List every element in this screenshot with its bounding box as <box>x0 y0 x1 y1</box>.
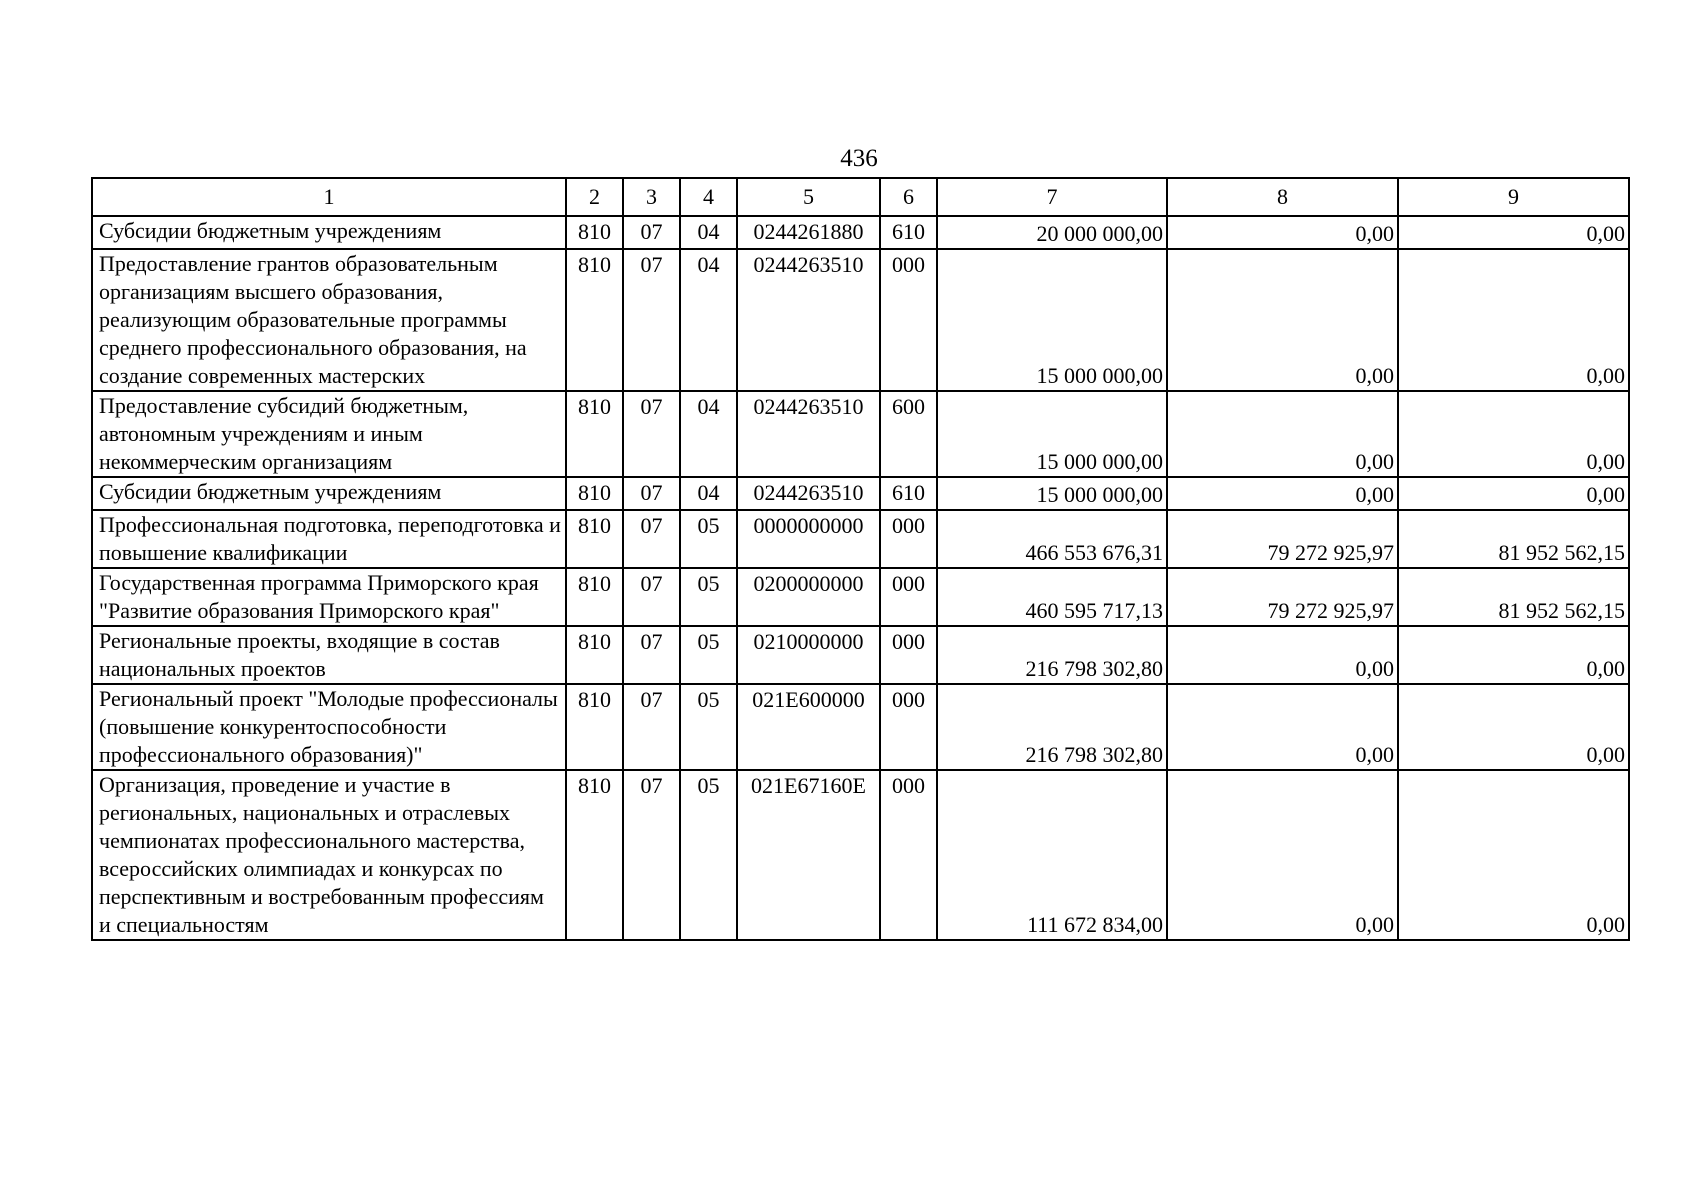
cell-code-5: 0244263510 <box>737 249 880 391</box>
row-name: Субсидии бюджетным учреждениям <box>92 477 566 510</box>
column-header: 3 <box>623 178 680 216</box>
header-row <box>92 178 1629 216</box>
cell-amount-9: 0,00 <box>1398 249 1629 391</box>
cell-code-5: 0210000000 <box>737 626 880 684</box>
cell-code-5: 021E600000 <box>737 684 880 770</box>
page-number: 436 <box>840 145 878 172</box>
cell-code-4: 05 <box>680 684 737 770</box>
cell-amount-9: 81 952 562,15 <box>1398 510 1629 568</box>
cell-amount-7: 466 553 676,31 <box>937 510 1167 568</box>
row-name: Профессиональная подготовка, переподготовка и повышение квалификации <box>92 510 566 568</box>
row-name: Предоставление субсидий бюджетным, автономным учреждениям и иным некоммерческим организациям <box>92 391 566 477</box>
cell-amount-9: 0,00 <box>1398 477 1629 510</box>
cell-amount-7: 15 000 000,00 <box>937 391 1167 477</box>
cell-code-6: 000 <box>880 626 937 684</box>
cell-code-5: 0244261880 <box>737 216 880 249</box>
cell-amount-8: 0,00 <box>1167 249 1398 391</box>
row-name: Региональные проекты, входящие в состав национальных проектов <box>92 626 566 684</box>
cell-code-5: 0200000000 <box>737 568 880 626</box>
table-row <box>92 391 1629 477</box>
table-row <box>92 770 1629 940</box>
cell-amount-8: 79 272 925,97 <box>1167 568 1398 626</box>
cell-amount-8: 0,00 <box>1167 391 1398 477</box>
cell-code-2: 810 <box>566 568 623 626</box>
cell-amount-8: 0,00 <box>1167 216 1398 249</box>
cell-code-4: 05 <box>680 510 737 568</box>
column-header: 7 <box>937 178 1167 216</box>
cell-code-6: 000 <box>880 510 937 568</box>
cell-code-6: 000 <box>880 684 937 770</box>
cell-code-4: 04 <box>680 477 737 510</box>
cell-code-6: 610 <box>880 216 937 249</box>
row-name: Организация, проведение и участие в региональных, национальных и отраслевых чемпионатах профессионального мастерства, всероссийских олимпиадах и конкурсах по перспективным и востребованным профессиям и специальностям <box>92 770 566 940</box>
cell-code-6: 000 <box>880 249 937 391</box>
column-header: 1 <box>92 178 566 216</box>
cell-code-6: 600 <box>880 391 937 477</box>
cell-code-4: 04 <box>680 249 737 391</box>
cell-code-2: 810 <box>566 391 623 477</box>
cell-code-4: 05 <box>680 626 737 684</box>
row-name: Субсидии бюджетным учреждениям <box>92 216 566 249</box>
cell-amount-9: 0,00 <box>1398 626 1629 684</box>
cell-amount-8: 0,00 <box>1167 770 1398 940</box>
cell-code-3: 07 <box>623 249 680 391</box>
cell-code-2: 810 <box>566 477 623 510</box>
cell-code-2: 810 <box>566 249 623 391</box>
cell-amount-8: 79 272 925,97 <box>1167 510 1398 568</box>
table-row <box>92 249 1629 391</box>
cell-amount-9: 81 952 562,15 <box>1398 568 1629 626</box>
cell-code-3: 07 <box>623 626 680 684</box>
cell-code-3: 07 <box>623 568 680 626</box>
cell-amount-9: 0,00 <box>1398 684 1629 770</box>
cell-code-6: 000 <box>880 568 937 626</box>
cell-code-2: 810 <box>566 216 623 249</box>
cell-code-5: 0244263510 <box>737 477 880 510</box>
cell-code-3: 07 <box>623 770 680 940</box>
column-header: 2 <box>566 178 623 216</box>
cell-code-4: 04 <box>680 216 737 249</box>
cell-amount-7: 111 672 834,00 <box>937 770 1167 940</box>
cell-amount-8: 0,00 <box>1167 626 1398 684</box>
cell-amount-9: 0,00 <box>1398 770 1629 940</box>
cell-code-2: 810 <box>566 510 623 568</box>
cell-code-3: 07 <box>623 684 680 770</box>
cell-amount-7: 216 798 302,80 <box>937 684 1167 770</box>
cell-code-4: 04 <box>680 391 737 477</box>
column-header: 9 <box>1398 178 1629 216</box>
column-header: 4 <box>680 178 737 216</box>
cell-amount-7: 15 000 000,00 <box>937 249 1167 391</box>
column-header: 8 <box>1167 178 1398 216</box>
cell-code-4: 05 <box>680 568 737 626</box>
cell-amount-9: 0,00 <box>1398 216 1629 249</box>
table-row <box>92 477 1629 510</box>
cell-amount-7: 460 595 717,13 <box>937 568 1167 626</box>
cell-amount-9: 0,00 <box>1398 391 1629 477</box>
cell-code-3: 07 <box>623 510 680 568</box>
cell-code-2: 810 <box>566 626 623 684</box>
cell-amount-8: 0,00 <box>1167 684 1398 770</box>
table-row <box>92 568 1629 626</box>
column-header: 5 <box>737 178 880 216</box>
cell-code-3: 07 <box>623 477 680 510</box>
cell-amount-8: 0,00 <box>1167 477 1398 510</box>
cell-code-3: 07 <box>623 216 680 249</box>
cell-code-5: 0244263510 <box>737 391 880 477</box>
cell-code-4: 05 <box>680 770 737 940</box>
row-name: Предоставление грантов образовательным организациям высшего образования, реализующим образовательные программы среднего профессионального образования, на создание современных мастерских <box>92 249 566 391</box>
row-name: Региональный проект "Молодые профессионалы (повышение конкурентоспособности профессионального образования)" <box>92 684 566 770</box>
cell-code-5: 0000000000 <box>737 510 880 568</box>
cell-code-5: 021E67160E <box>737 770 880 940</box>
row-name: Государственная программа Приморского края "Развитие образования Приморского края" <box>92 568 566 626</box>
table-row <box>92 510 1629 568</box>
cell-code-6: 610 <box>880 477 937 510</box>
table-row <box>92 684 1629 770</box>
cell-code-2: 810 <box>566 770 623 940</box>
cell-amount-7: 216 798 302,80 <box>937 626 1167 684</box>
cell-amount-7: 15 000 000,00 <box>937 477 1167 510</box>
table-row <box>92 216 1629 249</box>
cell-amount-7: 20 000 000,00 <box>937 216 1167 249</box>
column-header: 6 <box>880 178 937 216</box>
cell-code-3: 07 <box>623 391 680 477</box>
budget-table <box>91 177 1630 941</box>
cell-code-2: 810 <box>566 684 623 770</box>
cell-code-6: 000 <box>880 770 937 940</box>
table-row <box>92 626 1629 684</box>
